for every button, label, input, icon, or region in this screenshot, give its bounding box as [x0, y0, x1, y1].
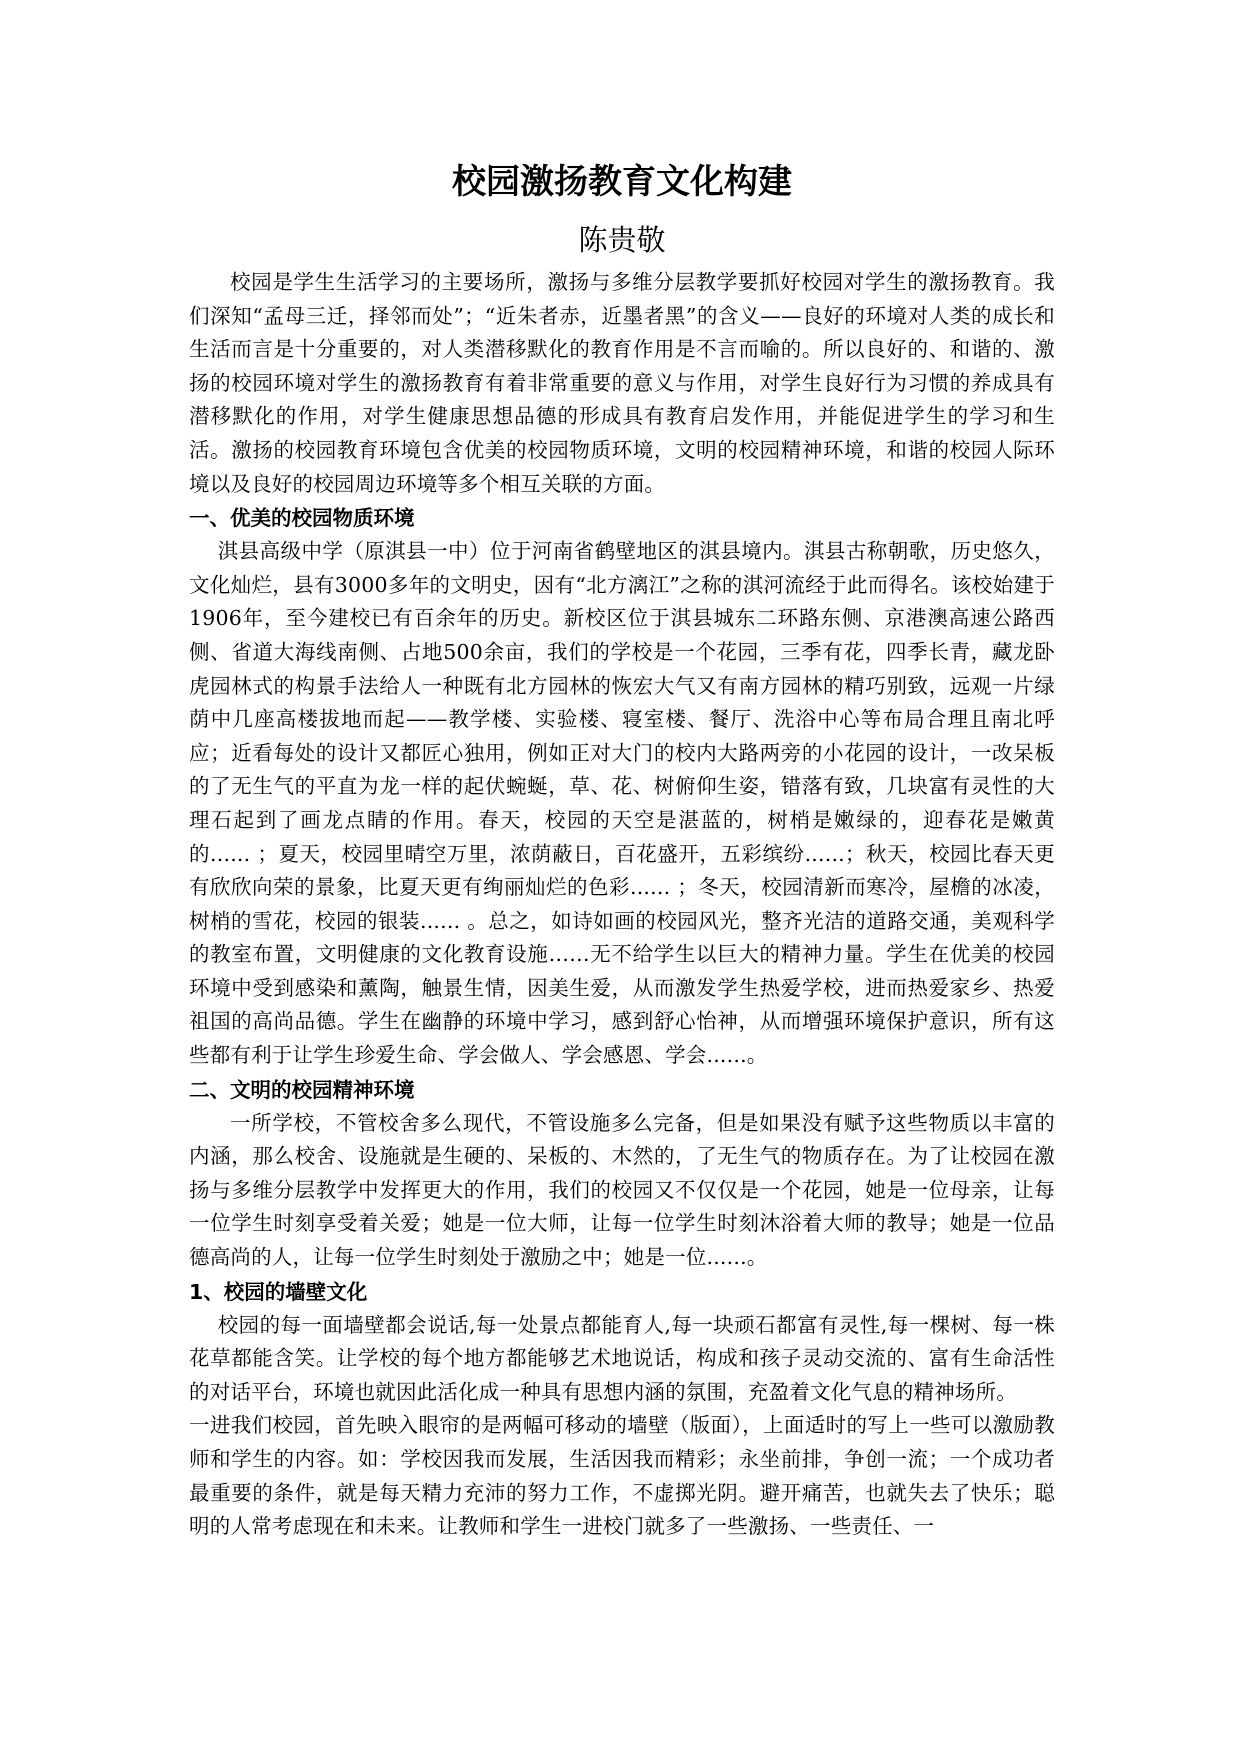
section-heading-1: 一、优美的校园物质环境: [189, 506, 415, 531]
document-title: 校园激扬教育文化构建: [452, 162, 792, 202]
section-heading-2: 二、文明的校园精神环境: [189, 1077, 415, 1102]
document-author: 陈贵敬: [578, 223, 666, 257]
paragraph-section-1: 淇县高级中学（原淇县一中）位于河南省鹤壁地区的淇县境内。淇县古称朝歌，历史悠久，文化灿烂，县有3000多年的文明史，因有“北方漓江”之称的淇河流经于此而得名。该校始建于1906年，至今建校已有百余年的历史。新校区位于淇县城东二环路东侧、京港澳高速公路西侧、省道大海线南侧、占地500余亩，我们的学校是一个花园，三季有花，四季长青，藏龙卧虎园林式的构景手法给人一种既有北方园林的恢宏大气又有南方园林的精巧别致，远观一片绿荫中几座高楼拔地而起——教学楼、实验楼、寝室楼、餐厅、洗浴中心等布局合理且南北呼应；近看每处的设计又都匠心独用，例如正对大门的校内大路两旁的小花园的设计，一改呆板的了无生气的平直为龙一样的起伏蜿蜒，草、花、树俯仰生姿，错落有致，几块富有灵性的大理石起到了画龙点睛的作用。春天，校园的天空是湛蓝的，树梢是嫩绿的，迎春花是嫩黄的...... ；夏天，校园里晴空万里，浓荫蔽日，百花盛开，五彩缤纷......；秋天，校园比春天更有欣欣向荣的景象，比夏天更有绚丽灿烂的色彩...... ；冬天，校园清新而寒冷，屋檐的冰凌，树梢的雪花，校园的银装...... 。总之，如诗如画的校园风光，整齐光洁的道路交通，美观科学的教室布置，文明健康的文化教育设施……无不给学生以巨大的精神力量。学生在优美的校园环境中受到感染和薰陶，触景生情，因美生爱，从而激发学生热爱学校，进而热爱家乡、热爱祖国的高尚品德。学生在幽静的环境中学习，感到舒心怡神，从而增强环境保护意识，所有这些都有利于让学生珍爱生命、学会做人、学会感恩、学会......。: [189, 539, 1055, 1068]
paragraph-subsection-1a: 校园的每一面墙壁都会说话,每一处景点都能育人,每一块顽石都富有灵性,每一棵树、每一株花草都能含笑。让学校的每个地方都能够艺术地说话，构成和孩子灵动交流的、富有生命活性的对话平台，环境也就因此活化成一种具有思想内涵的氛围，充盈着文化气息的精神场所。: [189, 1312, 1055, 1404]
paragraph-intro: 校园是学生生活学习的主要场所，激扬与多维分层教学要抓好校园对学生的激扬教育。我们深知“孟母三迁，择邻而处”；“近朱者赤，近墨者黑”的含义——良好的环境对人类的成长和生活而言是十分重要的，对人类潜移默化的教育作用是不言而喻的。所以良好的、和谐的、激扬的校园环境对学生的激扬教育有着非常重要的意义与作用，对学生良好行为习惯的养成具有潜移默化的作用，对学生健康思想品德的形成具有教育启发作用，并能促进学生的学习和生活。激扬的校园教育环境包含优美的校园物质环境，文明的校园精神环境，和谐的校园人际环境以及良好的校园周边环境等多个相互关联的方面。: [189, 270, 1055, 496]
paragraph-subsection-1b: 一进我们校园，首先映入眼帘的是两幅可移动的墙壁（版面），上面适时的写上一些可以激励教师和学生的内容。如：学校因我而发展，生活因我而精彩；永坐前排，争创一流；一个成功者最重要的条件，就是每天精力充沛的努力工作，不虚掷光阴。避开痛苦，也就失去了快乐；聪明的人常考虑现在和未来。让教师和学生一进校门就多了一些激扬、一些责任、一: [189, 1413, 1055, 1539]
subsection-heading-1: 1、校园的墙壁文化: [189, 1279, 368, 1304]
document-body: [189, 158, 1055, 1544]
paragraph-section-2: 一所学校，不管校舍多么现代，不管设施多么完备，但是如果没有赋予这些物质以丰富的内涵，那么校舍、设施就是生硬的、呆板的、木然的，了无生气的物质存在。为了让校园在激扬与多维分层教学中发挥更大的作用，我们的校园又不仅仅是一个花园，她是一位母亲，让每一位学生时刻享受着关爱；她是一位大师，让每一位学生时刻沐浴着大师的教导；她是一位品德高尚的人，让每一位学生时刻处于激励之中；她是一位......。: [189, 1110, 1055, 1270]
